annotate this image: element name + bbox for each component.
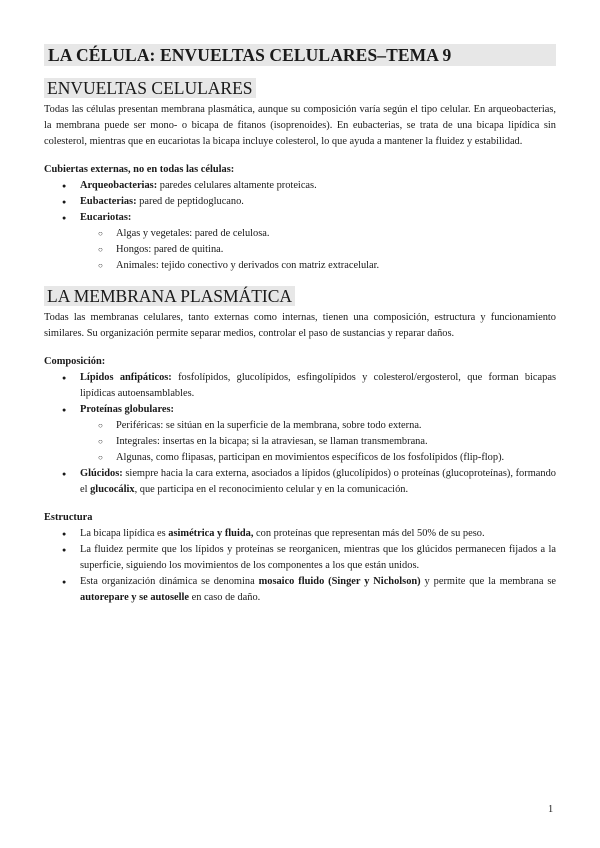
est1-a: La bicapa lipídica es — [80, 528, 169, 539]
eub-label: Eubacterias: — [80, 196, 137, 207]
list-item-eubacterias — [44, 194, 556, 210]
est3-e: en caso de daño. — [189, 592, 261, 603]
sublist-item: ○ Animales: tejido conectivo y derivados con matriz extracelular. — [44, 258, 556, 274]
page-number: 1 — [548, 804, 554, 815]
envueltas-intro: Todas las células presentan membrana plasmática, aunque su composición varía según el tipo celular. En arqueobacterias, la membrana puede ser mono- o bicapa de fitanos (isoprenoides). En eubacterias, se trata de una bicapa lipídica sin colesterol, mientras que en eucariotas la bicapa incluye colesterol, lo que ayuda a mantener la fluidez y estabilidad. — [44, 104, 556, 147]
glu-text-a: siempre hacia la cara externa, asociados a lípidos (glucolípidos) o proteínas (glucoproteínas), formando el — [80, 468, 556, 495]
est1-b: asimétrica y fluida, — [168, 528, 254, 539]
lip-text: fosfolípidos, glucolípidos, esfingolípidos y colesterol/ergosterol, que forman bicapas lipídicas autoensamblables. — [80, 372, 556, 399]
est1-c: con proteínas que representan más del 50% de su peso. — [253, 528, 485, 539]
cubiertas-heading: Cubiertas externas, no en todas las células: — [44, 164, 235, 175]
list-item-estructura-1 — [44, 526, 556, 542]
glucocalix-term: glucocálix — [90, 484, 135, 495]
est3-b: mosaico fluido (Singer y Nicholson) — [258, 576, 421, 587]
eucariotas-sublist — [80, 226, 556, 274]
prot-label: Proteínas globulares: — [80, 404, 174, 415]
list-item-glucidos — [44, 466, 556, 498]
eub-text: pared de peptidoglucano. — [136, 196, 244, 207]
list-item-eucariotas — [44, 210, 556, 274]
main-title: LA CÉLULA: ENVUELTAS CELULARES–TEMA 9 — [44, 44, 556, 66]
list-item-lipidos — [44, 370, 556, 402]
glu-text-b: , que participa en el reconocimiento celular y en la comunicación. — [134, 484, 409, 495]
sublist-item: ○ Hongos: pared de quitina. — [44, 242, 556, 258]
euc-label: Eucariotas: — [80, 212, 132, 223]
lip-label: Lípidos anfipáticos: — [80, 372, 172, 383]
list-item-proteinas — [44, 402, 556, 466]
glu-label: Glúcidos: — [80, 468, 123, 479]
sublist-item: ○ Integrales: insertas en la bicapa; si la atraviesan, se llaman transmembrana. — [44, 434, 556, 450]
estructura-list — [44, 526, 556, 606]
list-item-estructura-2: ● La fluidez permite que los lípidos y proteínas se reorganicen, mientras que los glúcidos permanecen fijados a la superficie, siguiendo los movimientos de los componentes a los que están unidos. — [44, 542, 556, 574]
sublist-item: ○ Algas y vegetales: pared de celulosa. — [44, 226, 556, 242]
section-title-envueltas: ENVUELTAS CELULARES — [44, 78, 256, 98]
cubiertas-list — [44, 178, 556, 274]
section-title-membrana: LA MEMBRANA PLASMÁTICA — [44, 286, 295, 306]
proteinas-sublist — [80, 418, 556, 466]
composicion-list — [44, 370, 556, 498]
list-item-arqueobacterias — [44, 178, 556, 194]
list-item-estructura-3 — [44, 574, 556, 606]
sublist-item: ○ Algunas, como flipasas, participan en movimientos específicos de los fosfolípidos (flip-flop). — [44, 450, 556, 466]
est3-a: Esta organización dinámica se denomina — [80, 576, 259, 587]
arq-label: Arqueobacterias: — [80, 180, 158, 191]
document-page — [44, 44, 556, 606]
arq-text: paredes celulares altamente proteicas. — [157, 180, 317, 191]
est3-d: autorepare y se autoselle — [80, 592, 189, 603]
membrana-intro: Todas las membranas celulares, tanto externas como internas, tienen una composición, estructura y funcionamiento similares. Su organización permite separar medios, controlar el paso de sustancias y reparar daños. — [44, 312, 556, 339]
est3-c: y permite que la membrana se — [420, 576, 557, 587]
sublist-item: ○ Periféricas: se sitúan en la superficie de la membrana, sobre todo externa. — [44, 418, 556, 434]
estructura-heading: Estructura — [44, 512, 93, 523]
composicion-heading: Composición: — [44, 356, 106, 367]
